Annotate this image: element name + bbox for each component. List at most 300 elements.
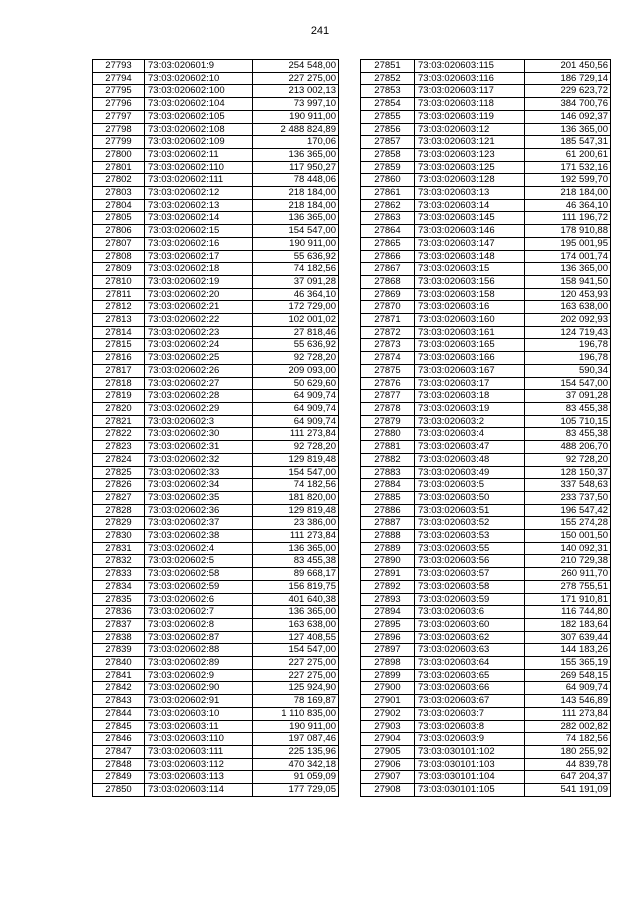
cadastral-number: 73:03:020603:158 — [415, 288, 525, 301]
cadastral-value: 136 365,00 — [525, 263, 611, 276]
table-row — [93, 707, 339, 720]
cadastral-number: 73:03:020602:27 — [145, 377, 253, 390]
table-row — [93, 568, 339, 581]
cadastral-number: 73:03:020602:28 — [145, 390, 253, 403]
row-number: 27835 — [93, 593, 145, 606]
table-row — [93, 695, 339, 708]
cadastral-value: 227 275,00 — [253, 657, 339, 670]
cadastral-value: 181 820,00 — [253, 491, 339, 504]
table-row — [361, 644, 611, 657]
table-row — [93, 758, 339, 771]
cadastral-number: 73:03:020602:14 — [145, 212, 253, 225]
row-number: 27796 — [93, 98, 145, 111]
table-row — [93, 326, 339, 339]
table-row — [361, 682, 611, 695]
row-number: 27879 — [361, 415, 415, 428]
table-row — [93, 314, 339, 327]
cadastral-number: 73:03:020602:105 — [145, 110, 253, 123]
row-number: 27893 — [361, 593, 415, 606]
cadastral-value: 44 839,78 — [525, 758, 611, 771]
cadastral-number: 73:03:020603:12 — [415, 123, 525, 136]
row-number: 27832 — [93, 555, 145, 568]
cadastral-number: 73:03:020602:32 — [145, 453, 253, 466]
cadastral-value: 384 700,76 — [525, 98, 611, 111]
row-number: 27809 — [93, 263, 145, 276]
row-number: 27859 — [361, 161, 415, 174]
table-row — [361, 98, 611, 111]
cadastral-value: 78 448,06 — [253, 174, 339, 187]
row-number: 27800 — [93, 148, 145, 161]
cadastral-number: 73:03:020603:14 — [415, 199, 525, 212]
cadastral-value: 23 386,00 — [253, 517, 339, 530]
row-number: 27843 — [93, 695, 145, 708]
cadastral-number: 73:03:020602:24 — [145, 339, 253, 352]
cadastral-number: 73:03:020602:18 — [145, 263, 253, 276]
cadastral-value: 136 365,00 — [253, 542, 339, 555]
cadastral-number: 73:03:020602:10 — [145, 72, 253, 85]
row-number: 27795 — [93, 85, 145, 98]
table-row — [361, 187, 611, 200]
table-row — [93, 148, 339, 161]
cadastral-value: 154 547,00 — [253, 466, 339, 479]
cadastral-number: 73:03:020602:104 — [145, 98, 253, 111]
table-row — [361, 60, 611, 73]
table-row — [361, 72, 611, 85]
row-number: 27889 — [361, 542, 415, 555]
cadastral-number: 73:03:020601:9 — [145, 60, 253, 73]
row-number: 27884 — [361, 479, 415, 492]
row-number: 27821 — [93, 415, 145, 428]
table-row — [361, 517, 611, 530]
row-number: 27841 — [93, 669, 145, 682]
cadastral-value: 129 819,48 — [253, 453, 339, 466]
cadastral-number: 73:03:020603:60 — [415, 618, 525, 631]
cadastral-number: 73:03:020603:8 — [415, 720, 525, 733]
row-number: 27901 — [361, 695, 415, 708]
table-row — [361, 453, 611, 466]
cadastral-number: 73:03:020603:156 — [415, 275, 525, 288]
cadastral-number: 73:03:020603:116 — [415, 72, 525, 85]
cadastral-value: 170,06 — [253, 136, 339, 149]
row-number: 27802 — [93, 174, 145, 187]
cadastral-value: 55 636,92 — [253, 250, 339, 263]
table-row — [361, 745, 611, 758]
cadastral-number: 73:03:020603:49 — [415, 466, 525, 479]
cadastral-value: 201 450,56 — [525, 60, 611, 73]
table-row — [361, 784, 611, 797]
row-number: 27808 — [93, 250, 145, 263]
cadastral-value: 46 364,10 — [253, 288, 339, 301]
cadastral-value: 37 091,28 — [525, 390, 611, 403]
table-row — [361, 631, 611, 644]
cadastral-number: 73:03:030101:102 — [415, 745, 525, 758]
table-row — [93, 377, 339, 390]
table-row — [93, 402, 339, 415]
cadastral-number: 73:03:020603:55 — [415, 542, 525, 555]
row-number: 27830 — [93, 530, 145, 543]
cadastral-value: 124 719,43 — [525, 326, 611, 339]
table-row — [361, 733, 611, 746]
row-number: 27898 — [361, 657, 415, 670]
table-row — [361, 212, 611, 225]
cadastral-value: 229 623,72 — [525, 85, 611, 98]
row-number: 27798 — [93, 123, 145, 136]
cadastral-value: 192 599,70 — [525, 174, 611, 187]
table-row — [93, 250, 339, 263]
row-number: 27816 — [93, 352, 145, 365]
cadastral-value: 190 911,00 — [253, 720, 339, 733]
row-number: 27848 — [93, 758, 145, 771]
row-number: 27864 — [361, 225, 415, 238]
cadastral-number: 73:03:020603:62 — [415, 631, 525, 644]
table-row — [93, 225, 339, 238]
row-number: 27903 — [361, 720, 415, 733]
cadastral-number: 73:03:020603:125 — [415, 161, 525, 174]
table-row — [361, 326, 611, 339]
cadastral-number: 73:03:020602:15 — [145, 225, 253, 238]
cadastral-number: 73:03:020603:65 — [415, 669, 525, 682]
cadastral-number: 73:03:020602:87 — [145, 631, 253, 644]
cadastral-value: 218 184,00 — [253, 199, 339, 212]
table-row — [361, 161, 611, 174]
row-number: 27904 — [361, 733, 415, 746]
row-number: 27885 — [361, 491, 415, 504]
table-row — [361, 491, 611, 504]
table-row — [93, 237, 339, 250]
row-number: 27837 — [93, 618, 145, 631]
table-row — [93, 657, 339, 670]
row-number: 27900 — [361, 682, 415, 695]
cadastral-value: 186 729,14 — [525, 72, 611, 85]
cadastral-number: 73:03:020603:51 — [415, 504, 525, 517]
table-row — [93, 352, 339, 365]
cadastral-number: 73:03:020603:9 — [415, 733, 525, 746]
cadastral-number: 73:03:020602:110 — [145, 161, 253, 174]
table-row — [93, 212, 339, 225]
row-number: 27807 — [93, 237, 145, 250]
cadastral-value: 55 636,92 — [253, 339, 339, 352]
cadastral-value: 180 255,92 — [525, 745, 611, 758]
table-row — [361, 415, 611, 428]
cadastral-value: 154 547,00 — [253, 644, 339, 657]
cadastral-value: 64 909,74 — [253, 415, 339, 428]
cadastral-value: 91 059,09 — [253, 771, 339, 784]
table-row — [93, 174, 339, 187]
table-row — [93, 517, 339, 530]
cadastral-number: 73:03:020603:121 — [415, 136, 525, 149]
cadastral-value: 227 275,00 — [253, 72, 339, 85]
cadastral-number: 73:03:020603:160 — [415, 314, 525, 327]
cadastral-number: 73:03:020602:17 — [145, 250, 253, 263]
table-row — [361, 263, 611, 276]
table-row — [93, 60, 339, 73]
row-number: 27827 — [93, 491, 145, 504]
row-number: 27820 — [93, 402, 145, 415]
cadastral-number: 73:03:020603:57 — [415, 568, 525, 581]
cadastral-value: 163 638,00 — [525, 301, 611, 314]
cadastral-value: 37 091,28 — [253, 275, 339, 288]
table-row — [361, 123, 611, 136]
table-row — [93, 390, 339, 403]
table-row — [361, 174, 611, 187]
row-number: 27908 — [361, 784, 415, 797]
cadastral-value: 178 910,88 — [525, 225, 611, 238]
cadastral-value: 150 001,50 — [525, 530, 611, 543]
table-row — [93, 136, 339, 149]
cadastral-value: 129 819,48 — [253, 504, 339, 517]
cadastral-value: 254 548,00 — [253, 60, 339, 73]
cadastral-number: 73:03:020603:10 — [145, 707, 253, 720]
row-number: 27867 — [361, 263, 415, 276]
table-row — [93, 415, 339, 428]
row-number: 27891 — [361, 568, 415, 581]
row-number: 27907 — [361, 771, 415, 784]
table-row — [93, 745, 339, 758]
row-number: 27868 — [361, 275, 415, 288]
cadastral-value: 128 150,37 — [525, 466, 611, 479]
cadastral-number: 73:03:020603:117 — [415, 85, 525, 98]
table-row — [93, 542, 339, 555]
cadastral-number: 73:03:020602:59 — [145, 580, 253, 593]
cadastral-number: 73:03:020602:111 — [145, 174, 253, 187]
table-row — [93, 72, 339, 85]
cadastral-number: 73:03:030101:105 — [415, 784, 525, 797]
cadastral-number: 73:03:020603:50 — [415, 491, 525, 504]
cadastral-number: 73:03:020603:112 — [145, 758, 253, 771]
table-row — [93, 491, 339, 504]
cadastral-number: 73:03:020603:5 — [415, 479, 525, 492]
table-row — [361, 199, 611, 212]
row-number: 27857 — [361, 136, 415, 149]
cadastral-value: 218 184,00 — [525, 187, 611, 200]
table-row — [361, 771, 611, 784]
row-number: 27817 — [93, 364, 145, 377]
table-row — [361, 110, 611, 123]
row-number: 27896 — [361, 631, 415, 644]
row-number: 27804 — [93, 199, 145, 212]
cadastral-number: 73:03:020603:59 — [415, 593, 525, 606]
row-number: 27866 — [361, 250, 415, 263]
cadastral-number: 73:03:020602:35 — [145, 491, 253, 504]
table-row — [361, 136, 611, 149]
table-row — [93, 275, 339, 288]
cadastral-value: 136 365,00 — [253, 212, 339, 225]
table-row — [93, 364, 339, 377]
cadastral-number: 73:03:020602:37 — [145, 517, 253, 530]
table-row — [93, 199, 339, 212]
row-number: 27842 — [93, 682, 145, 695]
cadastral-number: 73:03:020602:30 — [145, 428, 253, 441]
table-row — [93, 301, 339, 314]
cadastral-number: 73:03:020602:6 — [145, 593, 253, 606]
cadastral-number: 73:03:020602:108 — [145, 123, 253, 136]
cadastral-value: 590,34 — [525, 364, 611, 377]
row-number: 27877 — [361, 390, 415, 403]
row-number: 27822 — [93, 428, 145, 441]
cadastral-value: 83 455,38 — [525, 428, 611, 441]
cadastral-number: 73:03:020603:147 — [415, 237, 525, 250]
row-number: 27799 — [93, 136, 145, 149]
table-row — [93, 504, 339, 517]
cadastral-value: 227 275,00 — [253, 669, 339, 682]
cadastral-value: 105 710,15 — [525, 415, 611, 428]
table-row — [361, 530, 611, 543]
cadastral-value: 195 001,95 — [525, 237, 611, 250]
table-row — [361, 669, 611, 682]
row-number: 27793 — [93, 60, 145, 73]
cadastral-value: 83 455,38 — [525, 402, 611, 415]
table-row — [361, 237, 611, 250]
cadastral-number: 73:03:020602:21 — [145, 301, 253, 314]
row-number: 27828 — [93, 504, 145, 517]
page-number: 241 — [310, 25, 330, 37]
cadastral-number: 73:03:020603:165 — [415, 339, 525, 352]
table-row — [361, 288, 611, 301]
row-number: 27874 — [361, 352, 415, 365]
row-number: 27882 — [361, 453, 415, 466]
cadastral-value: 127 408,55 — [253, 631, 339, 644]
cadastral-number: 73:03:020603:58 — [415, 580, 525, 593]
cadastral-number: 73:03:020602:12 — [145, 187, 253, 200]
table-row — [93, 479, 339, 492]
table-row — [93, 187, 339, 200]
row-number: 27847 — [93, 745, 145, 758]
row-number: 27833 — [93, 568, 145, 581]
cadastral-value: 154 547,00 — [253, 225, 339, 238]
table-row — [361, 618, 611, 631]
cadastral-number: 73:03:020602:31 — [145, 441, 253, 454]
table-row — [93, 784, 339, 797]
cadastral-number: 73:03:020602:16 — [145, 237, 253, 250]
row-number: 27845 — [93, 720, 145, 733]
cadastral-number: 73:03:020603:66 — [415, 682, 525, 695]
cadastral-number: 73:03:020603:7 — [415, 707, 525, 720]
row-number: 27883 — [361, 466, 415, 479]
cadastral-number: 73:03:020603:67 — [415, 695, 525, 708]
cadastral-number: 73:03:020602:19 — [145, 275, 253, 288]
row-number: 27811 — [93, 288, 145, 301]
cadastral-number: 73:03:020603:16 — [415, 301, 525, 314]
cadastral-number: 73:03:020602:38 — [145, 530, 253, 543]
row-number: 27870 — [361, 301, 415, 314]
table-row — [361, 250, 611, 263]
cadastral-value: 225 135,96 — [253, 745, 339, 758]
cadastral-value: 74 182,56 — [253, 479, 339, 492]
row-number: 27897 — [361, 644, 415, 657]
table-row — [93, 555, 339, 568]
row-number: 27813 — [93, 314, 145, 327]
cadastral-number: 73:03:020603:115 — [415, 60, 525, 73]
cadastral-value: 155 365,19 — [525, 657, 611, 670]
cadastral-value: 185 547,31 — [525, 136, 611, 149]
cadastral-value: 83 455,38 — [253, 555, 339, 568]
row-number: 27869 — [361, 288, 415, 301]
table-row — [93, 288, 339, 301]
cadastral-value: 307 639,44 — [525, 631, 611, 644]
cadastral-table-left — [92, 59, 339, 797]
cadastral-number: 73:03:020603:111 — [145, 745, 253, 758]
cadastral-number: 73:03:020603:6 — [415, 606, 525, 619]
row-number: 27892 — [361, 580, 415, 593]
row-number: 27861 — [361, 187, 415, 200]
row-number: 27810 — [93, 275, 145, 288]
row-number: 27836 — [93, 606, 145, 619]
cadastral-value: 92 728,20 — [253, 441, 339, 454]
table-row — [93, 733, 339, 746]
table-row — [361, 758, 611, 771]
cadastral-value: 92 728,20 — [253, 352, 339, 365]
row-number: 27863 — [361, 212, 415, 225]
cadastral-number: 73:03:020603:52 — [415, 517, 525, 530]
row-number: 27853 — [361, 85, 415, 98]
table-row — [93, 85, 339, 98]
cadastral-number: 73:03:020603:146 — [415, 225, 525, 238]
row-number: 27831 — [93, 542, 145, 555]
cadastral-number: 73:03:020603:161 — [415, 326, 525, 339]
table-row — [361, 606, 611, 619]
cadastral-value: 102 001,02 — [253, 314, 339, 327]
cadastral-value: 202 092,93 — [525, 314, 611, 327]
cadastral-value: 196,78 — [525, 352, 611, 365]
cadastral-value: 140 092,31 — [525, 542, 611, 555]
cadastral-number: 73:03:020603:148 — [415, 250, 525, 263]
table-row — [361, 377, 611, 390]
table-row — [361, 148, 611, 161]
cadastral-value: 647 204,37 — [525, 771, 611, 784]
table-row — [361, 657, 611, 670]
table-row — [361, 428, 611, 441]
table-row — [361, 390, 611, 403]
row-number: 27873 — [361, 339, 415, 352]
row-number: 27881 — [361, 441, 415, 454]
row-number: 27826 — [93, 479, 145, 492]
cadastral-table-right — [360, 59, 611, 797]
row-number: 27876 — [361, 377, 415, 390]
cadastral-number: 73:03:030101:104 — [415, 771, 525, 784]
cadastral-value: 27 818,46 — [253, 326, 339, 339]
cadastral-value: 470 342,18 — [253, 758, 339, 771]
row-number: 27872 — [361, 326, 415, 339]
cadastral-value: 196 547,42 — [525, 504, 611, 517]
row-number: 27838 — [93, 631, 145, 644]
cadastral-value: 209 093,00 — [253, 364, 339, 377]
row-number: 27860 — [361, 174, 415, 187]
row-number: 27852 — [361, 72, 415, 85]
cadastral-number: 73:03:020603:2 — [415, 415, 525, 428]
cadastral-number: 73:03:020603:123 — [415, 148, 525, 161]
cadastral-value: 120 453,93 — [525, 288, 611, 301]
cadastral-value: 177 729,05 — [253, 784, 339, 797]
cadastral-number: 73:03:020603:48 — [415, 453, 525, 466]
row-number: 27806 — [93, 225, 145, 238]
row-number: 27823 — [93, 441, 145, 454]
row-number: 27850 — [93, 784, 145, 797]
table-row — [93, 631, 339, 644]
table-row — [93, 428, 339, 441]
cadastral-number: 73:03:020603:63 — [415, 644, 525, 657]
cadastral-value: 213 002,13 — [253, 85, 339, 98]
cadastral-value: 158 941,50 — [525, 275, 611, 288]
cadastral-number: 73:03:020602:90 — [145, 682, 253, 695]
table-row — [361, 695, 611, 708]
row-number: 27803 — [93, 187, 145, 200]
table-row — [361, 364, 611, 377]
row-number: 27805 — [93, 212, 145, 225]
cadastral-number: 73:03:020602:100 — [145, 85, 253, 98]
cadastral-value: 111 273,84 — [253, 428, 339, 441]
cadastral-number: 73:03:030101:103 — [415, 758, 525, 771]
cadastral-value: 73 997,10 — [253, 98, 339, 111]
